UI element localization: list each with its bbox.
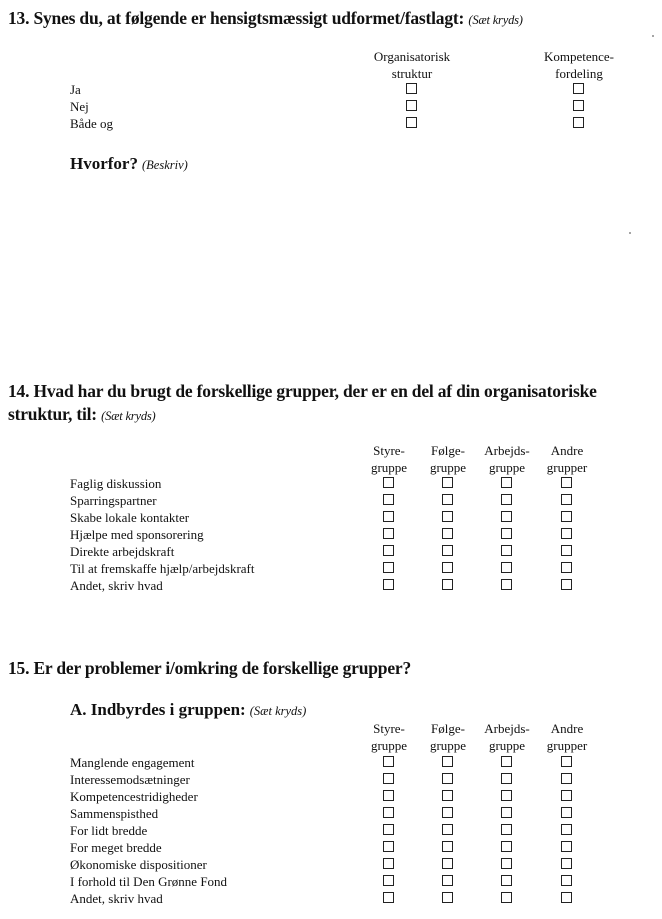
q15-row-label: Sammenspisthed <box>70 806 159 821</box>
q15-column-header: Følge- gruppe <box>429 721 467 753</box>
q13-checkbox[interactable] <box>406 117 417 128</box>
q15-checkbox[interactable] <box>442 892 453 903</box>
q15-checkbox[interactable] <box>442 875 453 886</box>
q15-checkbox[interactable] <box>383 841 394 852</box>
q15-checkbox[interactable] <box>561 892 572 903</box>
q14-checkbox[interactable] <box>501 511 512 522</box>
q14-checkbox[interactable] <box>501 562 512 573</box>
q15-column-header: Styre- gruppe <box>370 721 408 753</box>
q15-checkbox[interactable] <box>561 824 572 835</box>
q14-checkbox[interactable] <box>383 562 394 573</box>
q14-checkbox[interactable] <box>501 494 512 505</box>
q14-checkbox[interactable] <box>561 545 572 556</box>
q15-checkbox[interactable] <box>383 807 394 818</box>
q15-row-label: Kompetencestridigheder <box>70 789 198 804</box>
q14-row-label: Skabe lokale kontakter <box>70 510 190 525</box>
q13-title <box>8 8 523 29</box>
q15-checkbox[interactable] <box>561 858 572 869</box>
q13-why-note: (Beskriv) <box>141 158 188 172</box>
q15-row-label: Interessemodsætninger <box>70 772 190 787</box>
q14-title-line1: 14. Hvad har du brugt de forskellige grupper, der er en del af din organisatoriske <box>8 381 597 401</box>
q15-subheading-a <box>70 700 306 720</box>
q14-checkbox[interactable] <box>383 494 394 505</box>
q15-checkbox[interactable] <box>501 773 512 784</box>
q13-row-label: Ja <box>70 82 81 97</box>
q14-checkbox[interactable] <box>442 562 453 573</box>
q14-checkbox[interactable] <box>442 528 453 539</box>
q13-why-answer-area[interactable] <box>70 180 630 370</box>
q13-checkbox[interactable] <box>573 83 584 94</box>
q13-row-label: Både og <box>70 116 113 131</box>
q15-checkbox[interactable] <box>561 756 572 767</box>
q15-checkbox[interactable] <box>501 875 512 886</box>
q15-checkbox[interactable] <box>383 790 394 801</box>
q15-sub-a-label: A. Indbyrdes i gruppen: <box>70 700 246 719</box>
q14-checkbox[interactable] <box>561 579 572 590</box>
scan-speck <box>652 35 654 37</box>
q14-checkbox[interactable] <box>442 511 453 522</box>
q14-checkbox[interactable] <box>501 528 512 539</box>
q15-checkbox[interactable] <box>501 807 512 818</box>
q13-why <box>70 154 188 174</box>
q14-checkbox[interactable] <box>561 477 572 488</box>
q15-row-label: Manglende engagement <box>70 755 195 770</box>
q15-checkbox[interactable] <box>501 756 512 767</box>
q15-row-label: Økonomiske dispositioner <box>70 857 207 872</box>
q14-checkbox[interactable] <box>442 477 453 488</box>
q14-checkbox[interactable] <box>442 579 453 590</box>
q14-checkbox[interactable] <box>501 477 512 488</box>
q13-column-header: Organisatorisk struktur <box>373 49 451 81</box>
q15-checkbox[interactable] <box>501 892 512 903</box>
q14-note: (Sæt kryds) <box>101 409 156 423</box>
q14-row-label: Sparringspartner <box>70 493 157 508</box>
q14-checkbox[interactable] <box>561 562 572 573</box>
q14-column-header: Arbejds- gruppe <box>484 443 530 475</box>
q15-title: 15. Er der problemer i/omkring de forskellige grupper? <box>8 658 412 678</box>
q14-row-label: Til at fremskaffe hjælp/arbejdskraft <box>70 561 255 576</box>
q14-checkbox[interactable] <box>383 528 394 539</box>
q14-checkbox[interactable] <box>442 545 453 556</box>
q15-checkbox[interactable] <box>501 841 512 852</box>
q15-checkbox[interactable] <box>442 858 453 869</box>
q15-checkbox[interactable] <box>442 841 453 852</box>
q14-row-label: Direkte arbejdskraft <box>70 544 175 559</box>
q15-row-label: For lidt bredde <box>70 823 148 838</box>
q15-checkbox[interactable] <box>442 807 453 818</box>
q13-checkbox[interactable] <box>573 117 584 128</box>
q15-checkbox[interactable] <box>383 858 394 869</box>
q14-checkbox[interactable] <box>383 511 394 522</box>
q13-why-label: Hvorfor? <box>70 154 138 173</box>
scan-speck <box>629 232 631 234</box>
q15-checkbox[interactable] <box>561 790 572 801</box>
q14-checkbox[interactable] <box>383 477 394 488</box>
q14-title-line2 <box>8 404 156 425</box>
q13-checkbox[interactable] <box>406 100 417 111</box>
q14-checkbox[interactable] <box>501 579 512 590</box>
q15-column-header: Arbejds- gruppe <box>484 721 530 753</box>
q14-column-header: Følge- gruppe <box>429 443 467 475</box>
q15-checkbox[interactable] <box>383 892 394 903</box>
q13-title-text: 13. Synes du, at følgende er hensigtsmæssigt udformet/fastlagt: <box>8 8 465 28</box>
q14-column-header: Andre grupper <box>546 443 588 475</box>
q15-checkbox[interactable] <box>442 824 453 835</box>
q13-column-header: Kompetence- fordeling <box>543 49 615 81</box>
q13-row-label: Nej <box>70 99 89 114</box>
q14-checkbox[interactable] <box>383 579 394 590</box>
q14-checkbox[interactable] <box>501 545 512 556</box>
q15-checkbox[interactable] <box>561 841 572 852</box>
q14-row-label: Faglig diskussion <box>70 476 162 491</box>
q13-checkbox[interactable] <box>573 100 584 111</box>
q14-row-label: Hjælpe med sponsorering <box>70 527 204 542</box>
q15-checkbox[interactable] <box>501 790 512 801</box>
q14-checkbox[interactable] <box>383 545 394 556</box>
q15-row-label: I forhold til Den Grønne Fond <box>70 874 228 889</box>
q15-checkbox[interactable] <box>561 773 572 784</box>
q15-checkbox[interactable] <box>501 858 512 869</box>
q14-column-header: Styre- gruppe <box>370 443 408 475</box>
q14-checkbox[interactable] <box>561 494 572 505</box>
q14-checkbox[interactable] <box>561 528 572 539</box>
q15-checkbox[interactable] <box>442 790 453 801</box>
q15-checkbox[interactable] <box>383 824 394 835</box>
q15-checkbox[interactable] <box>561 875 572 886</box>
q15-checkbox[interactable] <box>383 773 394 784</box>
q14-checkbox[interactable] <box>561 511 572 522</box>
q14-row-label: Andet, skriv hvad <box>70 578 163 593</box>
q15-row-label: Andet, skriv hvad <box>70 891 163 906</box>
q15-checkbox[interactable] <box>383 756 394 767</box>
q14-checkbox[interactable] <box>442 494 453 505</box>
q14-title-line2-text: struktur, til: <box>8 404 97 424</box>
q15-checkbox[interactable] <box>501 824 512 835</box>
q15-note: (Sæt kryds) <box>249 704 307 718</box>
q15-checkbox[interactable] <box>561 807 572 818</box>
q15-checkbox[interactable] <box>442 756 453 767</box>
q15-checkbox[interactable] <box>442 773 453 784</box>
q15-column-header: Andre grupper <box>546 721 588 753</box>
q15-row-label: For meget bredde <box>70 840 162 855</box>
q15-checkbox[interactable] <box>383 875 394 886</box>
q13-checkbox[interactable] <box>406 83 417 94</box>
q13-note: (Sæt kryds) <box>468 13 523 27</box>
